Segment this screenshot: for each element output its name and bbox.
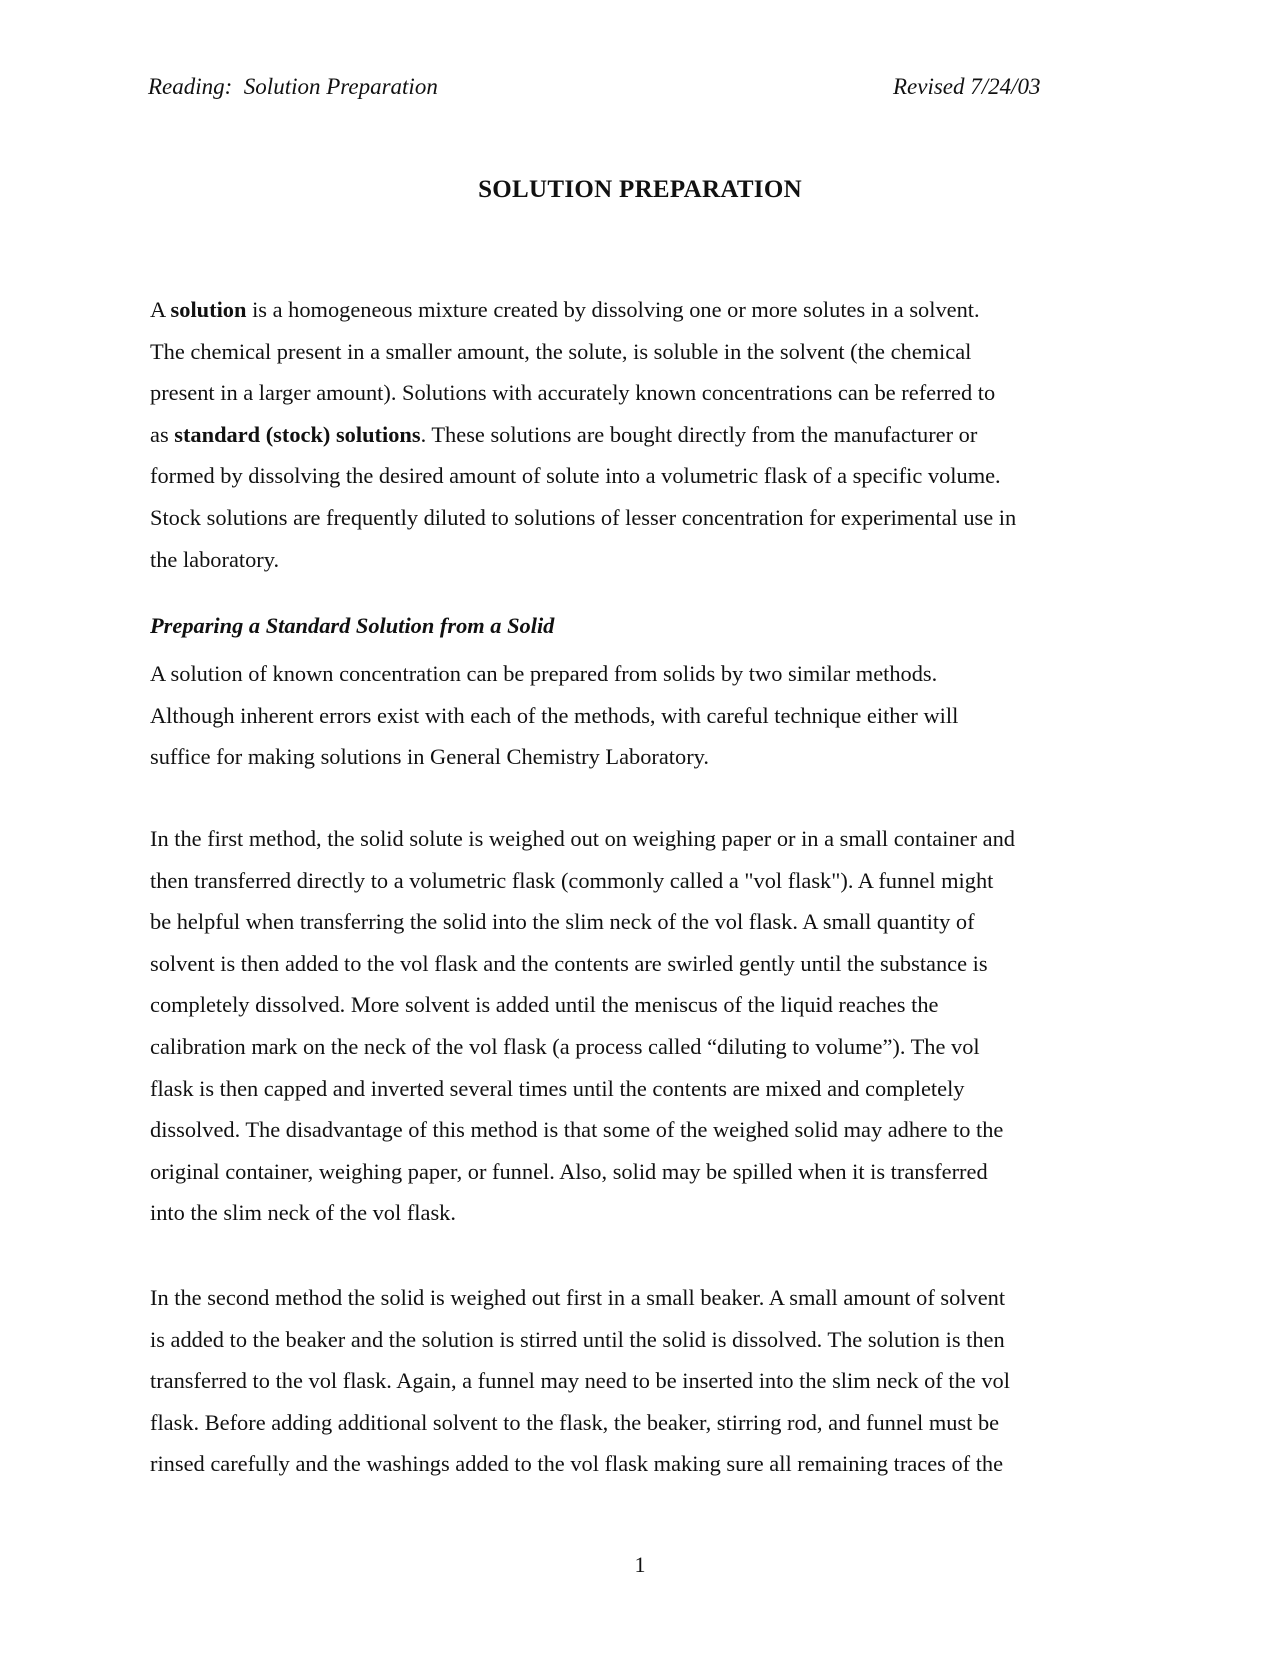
paragraph-line: as standard (stock) solutions. These solutions are bought directly from the manufacturer or [150, 421, 978, 447]
paragraph-line: The chemical present in a smaller amount, the solute, is soluble in the solvent (the chemical [150, 338, 972, 364]
paragraph-line: rinsed carefully and the washings added to the vol flask making sure all remaining traces of the [150, 1451, 1004, 1477]
paragraph-line: the laboratory. [150, 546, 280, 572]
paragraph-line: dissolved. The disadvantage of this method is that some of the weighed solid may adhere to the [150, 1117, 1004, 1143]
term-standard-stock-solutions: standard (stock) solutions [174, 421, 421, 447]
paragraph-line: A solution of known concentration can be prepared from solids by two similar methods. [150, 661, 938, 686]
paragraph-line: A solution is a homogeneous mixture created by dissolving one or more solutes in a solvent. [150, 297, 980, 322]
paragraph-line: transferred to the vol flask. Again, a funnel may need to be inserted into the slim neck of the vol [150, 1368, 1010, 1394]
running-header-revision: Revised 7/24/03 [893, 74, 1041, 99]
paragraph-methods-intro [150, 653, 1130, 778]
paragraph-line: Although inherent errors exist with each of the methods, with careful technique either will [150, 702, 959, 728]
page-title: SOLUTION PREPARATION [478, 176, 802, 203]
running-header-left: Reading: Solution Preparation [148, 74, 438, 99]
paragraph-line: solvent is then added to the vol flask and the contents are swirled gently until the substance is [150, 950, 988, 976]
page-number: 1 [634, 1552, 646, 1577]
paragraph-line: calibration mark on the neck of the vol flask (a process called “diluting to volume”). The vol [150, 1033, 980, 1059]
paragraph-line: present in a larger amount). Solutions with accurately known concentrations can be referred to [150, 380, 996, 406]
paragraph-line: In the first method, the solid solute is weighed out on weighing paper or in a small container and [150, 826, 1015, 851]
paragraph-line: flask. Before adding additional solvent to the flask, the beaker, stirring rod, and funnel must be [150, 1409, 1000, 1435]
paragraph-line: into the slim neck of the vol flask. [150, 1200, 456, 1226]
paragraph-line: completely dissolved. More solvent is added until the meniscus of the liquid reaches the [150, 992, 939, 1018]
paragraph-line: then transferred directly to a volumetric flask (commonly called a "vol flask"). A funnel might [150, 867, 994, 893]
paragraph-line: flask is then capped and inverted several times until the contents are mixed and completely [150, 1075, 965, 1101]
paragraph-line: In the second method the solid is weighed out first in a small beaker. A small amount of solvent [150, 1285, 1006, 1310]
section-heading: Preparing a Standard Solution from a Solid [150, 613, 555, 638]
paragraph-line: is added to the beaker and the solution is stirred until the solid is dissolved. The solution is then [150, 1326, 1005, 1352]
paragraph-line: formed by dissolving the desired amount of solute into a volumetric flask of a specific volume. [150, 463, 1001, 489]
paragraph-line: suffice for making solutions in General Chemistry Laboratory. [150, 744, 710, 770]
paragraph-first-method [150, 818, 1130, 1234]
paragraph-line: Stock solutions are frequently diluted to solutions of lesser concentration for experimental use in [150, 504, 1017, 530]
paragraph-intro [150, 289, 1130, 580]
paragraph-second-method [150, 1277, 1130, 1485]
paragraph-line: original container, weighing paper, or funnel. Also, solid may be spilled when it is transferred [150, 1158, 988, 1184]
paragraph-line: be helpful when transferring the solid into the slim neck of the vol flask. A small quantity of [150, 909, 975, 935]
term-solution: solution [170, 297, 247, 322]
